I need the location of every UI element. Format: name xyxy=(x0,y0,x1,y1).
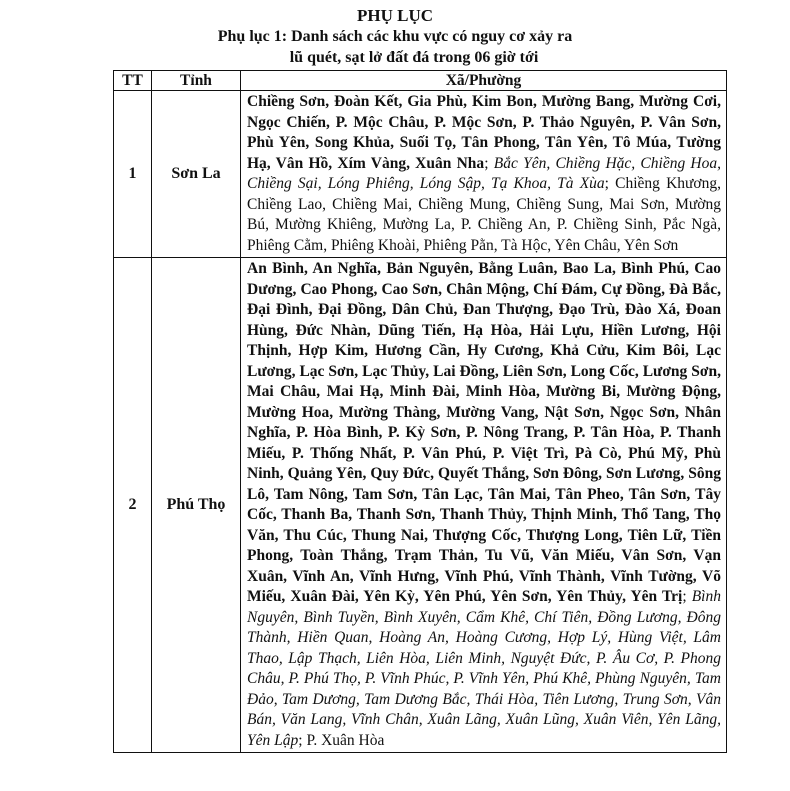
header-province: Tỉnh xyxy=(152,71,241,91)
separator: ; xyxy=(484,154,494,172)
risk-areas-table xyxy=(113,70,727,753)
separator: ; xyxy=(298,731,307,749)
appendix-subheading xyxy=(0,26,790,68)
communes-regular: P. Xuân Hòa xyxy=(306,731,385,749)
appendix-heading: PHỤ LỤC xyxy=(356,6,434,25)
communes-italic: Bình Nguyên, Bình Tuyền, Bình Xuyên, Cẩm Khê, Chí Tiên, Đồng Lương, Đông Thành, Hiền Quan, Hoàng An, Hoàng Cương, Hợp Lý, Hùng Việt, Lâm Thao, Lập Thạch, Liên Hòa, Liên Minh, Nguyệt Đức, P. Âu Cơ, P. Phong Châu, P. Phú Thọ, P. Vĩnh Phúc, P. Vĩnh Yên, Phú Khê, Phùng Nguyên, Tam Đảo, Tam Dương, Tam Dương Bắc, Thái Hòa, Tiên Lương, Trung Sơn, Vân Bán, Văn Lang, Vĩnh Chân, Xuân Lãng, Xuân Lũng, Xuân Viên, Yên Lãng, Yên Lập xyxy=(247,588,721,749)
table-row xyxy=(114,258,727,753)
separator: ; xyxy=(604,175,616,192)
header-communes: Xã/Phường xyxy=(241,71,727,91)
commune-list xyxy=(241,258,727,753)
table-header-row xyxy=(114,71,727,91)
commune-list xyxy=(241,91,727,258)
row-number: 1 xyxy=(114,91,152,258)
table-row xyxy=(114,91,727,258)
province-name: Phú Thọ xyxy=(152,258,241,753)
subheading-line-2: lũ quét, sạt lở đất đá trong 06 giờ tới xyxy=(289,49,539,66)
communes-bold: An Bình, An Nghĩa, Bản Nguyên, Bằng Luân, Bao La, Bình Phú, Cao Dương, Cao Phong, Cao Sơn, Chân Mộng, Chí Đám, Cự Đồng, Đà Bắc, Đại Đình, Đại Đồng, Dân Chủ, Đan Thượng, Đạo Trù, Đào Xá, Đoan Hùng, Đức Nhàn, Dũng Tiến, Hạ Hòa, Hải Lựu, Hiền Lương, Hội Thịnh, Hợp Kim, Hương Cần, Hy Cương, Khả Cửu, Kim Bôi, Lạc Lương, Lạc Sơn, Lạc Thủy, Lai Đồng, Liên Sơn, Long Cốc, Lương Sơn, Mai Châu, Mai Hạ, Minh Đài, Minh Hòa, Mường Bi, Mường Động, Mường Hoa, Mường Thàng, Mường Vang, Nật Sơn, Ngọc Sơn, Nhân Nghĩa, P. Hòa Bình, P. Kỳ Sơn, P. Nông Trang, P. Tân Hòa, P. Thanh Miếu, P. Thống Nhất, P. Vân Phú, P. Việt Trì, Pà Cò, Phú Mỹ, Phù Ninh, Quảng Yên, Quy Đức, Quyết Thắng, Sơn Đông, Sơn Lương, Sông Lô, Tam Nông, Tam Sơn, Tân Lạc, Tân Mai, Tân Pheo, Tân Sơn, Tây Cốc, Thanh Ba, Thanh Sơn, Thanh Thủy, Thịnh Minh, Thổ Tang, Thọ Văn, Thu Cúc, Thung Nai, Thượng Cốc, Thượng Long, Tiên Lữ, Tiền Phong, Toàn Thắng, Trạm Thản, Tu Vũ, Văn Miếu, Vân Sơn, Vạn Xuân, Vĩnh An, Vĩnh Hưng, Vĩnh Phú, Vĩnh Thành, Vĩnh Tường, Võ Miếu, Xuân Đài, Yên Kỳ, Yên Phú, Yên Sơn, Yên Thủy, Yên Trị xyxy=(247,260,721,605)
communes-italic: Bắc Yên, Chiềng Hặc, Chiềng Hoa, Chiềng Sại, Lóng Phiêng, Lóng Sập, Tạ Khoa, Tà Xùa xyxy=(247,154,722,192)
province-name: Sơn La xyxy=(152,91,241,258)
row-number: 2 xyxy=(114,258,152,753)
separator: ; xyxy=(682,588,692,605)
subheading-line-1: Phụ lục 1: Danh sách các khu vực có nguy cơ xảy ra xyxy=(217,28,573,45)
header-tt: TT xyxy=(114,71,152,91)
communes-regular: Chiềng Khương, Chiềng Lao, Chiềng Mai, Chiềng Mung, Chiềng Sung, Mai Sơn, Mường Bú, Mường Khiêng, Mường La, P. Chiềng An, P. Chiềng Sinh, Pắc Ngà, Phiêng Cằm, Phiêng Khoài, Phiêng Pằn, Tà Hộc, Yên Châu, Yên Sơn xyxy=(247,175,721,254)
communes-bold: Chiềng Sơn, Đoàn Kết, Gia Phù, Kim Bon, Mường Bang, Mường Cơi, Ngọc Chiến, P. Mộc Châu, P. Mộc Sơn, P. Thảo Nguyên, P. Vân Sơn, Phù Yên, Song Khủa, Suối Tọ, Tân Phong, Tân Yên, Tô Múa, Tường Hạ, Vân Hồ, Xím Vàng, Xuân Nha xyxy=(247,93,721,172)
